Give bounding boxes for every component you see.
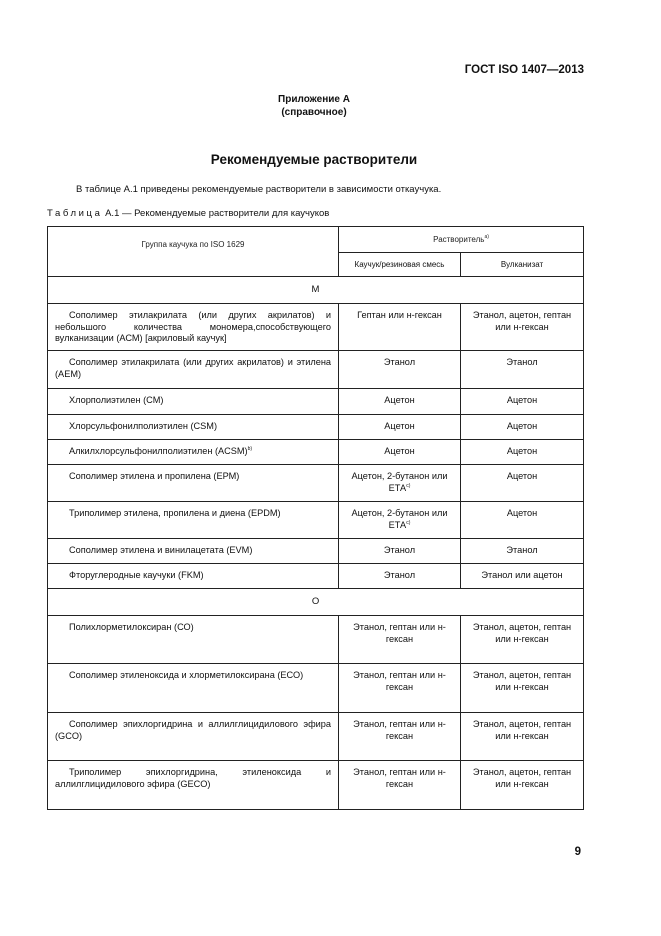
mix-solvent: Этанол, гептан или н-гексан <box>353 670 446 692</box>
mix-solvent-cell <box>339 389 461 415</box>
rubber-name <box>55 545 331 557</box>
rubber-name-cell <box>48 616 339 664</box>
table-caption-text: А.1 — Рекомендуемые растворители для каучуков <box>102 208 330 219</box>
rubber-name-cell <box>48 415 339 440</box>
rubber-name-cell <box>48 664 339 713</box>
standard-designation: ГОСТ ISO 1407—2013 <box>464 64 584 76</box>
rubber-name <box>55 446 331 458</box>
appendix-heading <box>0 93 628 119</box>
appendix-label: Приложение А <box>278 94 350 105</box>
mix-solvent-footnote: c) <box>406 519 411 526</box>
rubber-name-text: Полихлорметилоксиран (СО) <box>69 622 194 632</box>
mix-solvent: Этанол, гептан или н-гексан <box>353 767 446 789</box>
table-row <box>48 564 584 589</box>
mix-solvent-cell <box>339 465 461 502</box>
rubber-name-text: Сополимер этилена и винилацетата (EVM) <box>69 545 253 555</box>
table-row <box>48 351 584 389</box>
mix-solvent: Ацетон, 2-бутанон или ЕТА <box>351 508 448 530</box>
vulcanizate-solvent: Этанол, ацетон, гептан или н-гексан <box>472 719 572 741</box>
rubber-name-text: Триполимер эпихлоргидрина, этиленоксида и аллилглицидилового эфира (GECO) <box>55 767 331 789</box>
page-number: 9 <box>574 846 581 858</box>
table-row <box>48 304 584 351</box>
vulcanizate-solvent: Ацетон <box>506 471 538 481</box>
rubber-name-cell <box>48 761 339 810</box>
vulcanizate-solvent: Ацетон <box>506 395 538 405</box>
intro-paragraph: В таблице А.1 приведены рекомендуемые растворители в зависимости откаучука. <box>76 184 442 195</box>
group-label: О <box>48 589 584 616</box>
vulcanizate-solvent: Этанол <box>506 357 538 367</box>
vulcanizate-solvent-cell <box>461 502 584 539</box>
table-row <box>48 664 584 713</box>
rubber-name <box>55 670 331 682</box>
rubber-name-text: Алкилхлорсульфонилполиэтилен (ACSM) <box>69 446 248 456</box>
table-row <box>48 539 584 564</box>
vulcanizate-solvent-cell <box>461 564 584 589</box>
table-row <box>48 502 584 539</box>
mix-solvent: Этанол <box>383 570 416 580</box>
vulcanizate-solvent-cell <box>461 616 584 664</box>
appendix-note: (справочное) <box>281 107 347 118</box>
page-title: Рекомендуемые растворители <box>210 152 418 167</box>
vulcanizate-solvent-cell <box>461 465 584 502</box>
mix-solvent-cell <box>339 539 461 564</box>
mix-solvent-cell <box>339 664 461 713</box>
mix-solvent-cell <box>339 440 461 465</box>
vulcanizate-solvent-cell <box>461 351 584 389</box>
table-row <box>48 389 584 415</box>
rubber-name-text: Триполимер этилена, пропилена и диена (EPDM) <box>69 508 281 518</box>
header-solvent <box>339 227 584 253</box>
mix-solvent: Этанол, гептан или н-гексан <box>353 719 446 741</box>
vulcanizate-solvent: Этанол, ацетон, гептан или н-гексан <box>472 622 572 644</box>
rubber-name <box>55 471 331 483</box>
mix-solvent-cell <box>339 616 461 664</box>
vulcanizate-solvent-cell <box>461 440 584 465</box>
rubber-name <box>55 421 331 433</box>
vulcanizate-solvent-cell <box>461 664 584 713</box>
rubber-name <box>55 508 331 520</box>
rubber-name-text: Сополимер этилакрилата (или других акрилатов) и этилена (АЕМ) <box>55 357 331 379</box>
rubber-name-footnote: b) <box>247 446 253 452</box>
vulcanizate-solvent-cell <box>461 389 584 415</box>
vulcanizate-solvent: Ацетон <box>506 508 538 518</box>
rubber-name-text: Сополимер этилена и пропилена (ЕРМ) <box>69 471 240 481</box>
vulcanizate-solvent: Ацетон <box>506 446 538 456</box>
rubber-name-cell <box>48 713 339 761</box>
solvents-table-body <box>48 227 584 810</box>
mix-solvent: Ацетон <box>384 421 415 431</box>
vulcanizate-solvent: Этанол, ацетон, гептан или н-гексан <box>472 310 572 332</box>
mix-solvent-cell <box>339 502 461 539</box>
rubber-name-cell <box>48 304 339 351</box>
rubber-name-text: Хлорполиэтилен (СМ) <box>69 395 164 405</box>
vulcanizate-solvent: Этанол, ацетон, гептан или н-гексан <box>472 670 572 692</box>
rubber-name-text: Сополимер этиленоксида и хлорметилоксирана (ЕСО) <box>69 670 304 680</box>
table-row <box>48 761 584 810</box>
vulcanizate-solvent-cell <box>461 304 584 351</box>
table-row <box>48 415 584 440</box>
table-row <box>48 465 584 502</box>
vulcanizate-solvent: Этанол или ацетон <box>481 570 563 580</box>
mix-solvent: Этанол, гептан или н-гексан <box>353 622 446 644</box>
mix-solvent-cell <box>339 304 461 351</box>
header-rubber-group-label: Группа каучука по ISO 1629 <box>141 239 245 249</box>
rubber-name-text: Фторуглеродные каучуки (FKM) <box>69 570 204 580</box>
rubber-name-cell <box>48 465 339 502</box>
rubber-name <box>55 719 331 742</box>
vulcanizate-solvent: Этанол <box>506 545 538 555</box>
mix-solvent-footnote: c) <box>406 482 411 489</box>
rubber-name-cell <box>48 564 339 589</box>
rubber-name-text: Хлорсульфонилполиэтилен (CSM) <box>69 421 218 431</box>
rubber-name <box>55 357 331 380</box>
vulcanizate-solvent-cell <box>461 415 584 440</box>
rubber-name <box>55 570 331 582</box>
group-label: М <box>48 277 584 304</box>
mix-solvent: Ацетон, 2-бутанон или ЕТА <box>351 471 448 493</box>
group-row <box>48 589 584 616</box>
vulcanizate-solvent-cell <box>461 713 584 761</box>
vulcanizate-solvent-cell <box>461 761 584 810</box>
rubber-name-cell <box>48 539 339 564</box>
group-row <box>48 277 584 304</box>
rubber-name-cell <box>48 502 339 539</box>
mix-solvent-cell <box>339 564 461 589</box>
header-vulcanizate: Вулканизат <box>461 253 584 277</box>
vulcanizate-solvent-cell <box>461 539 584 564</box>
rubber-name-cell <box>48 351 339 389</box>
rubber-name-cell <box>48 440 339 465</box>
mix-solvent: Гептан или н-гексан <box>357 310 442 320</box>
rubber-name <box>55 310 331 345</box>
mix-solvent: Ацетон <box>384 395 415 405</box>
table-header-row <box>48 227 584 253</box>
header-solvent-footnote: a) <box>484 233 489 240</box>
rubber-name-cell <box>48 389 339 415</box>
mix-solvent-cell <box>339 761 461 810</box>
rubber-name-text: Сополимер этилакрилата (или других акрилатов) и небольшого количества мономера,способствующего вулканизации (АСМ) [акриловый каучук] <box>55 310 331 343</box>
table-caption <box>47 208 329 219</box>
solvents-table <box>47 226 584 810</box>
header-rubber-group <box>48 227 339 277</box>
vulcanizate-solvent: Этанол, ацетон, гептан или н-гексан <box>472 767 572 789</box>
table-caption-prefix: Таблица <box>47 208 103 219</box>
mix-solvent-cell <box>339 351 461 389</box>
rubber-name <box>55 622 331 634</box>
header-mix: Каучук/резиновая смесь <box>339 253 461 277</box>
mix-solvent: Этанол <box>383 545 416 555</box>
vulcanizate-solvent: Ацетон <box>506 421 538 431</box>
rubber-name <box>55 395 331 407</box>
mix-solvent-cell <box>339 415 461 440</box>
table-row <box>48 616 584 664</box>
header-solvent-label: Растворитель <box>433 234 485 244</box>
mix-solvent: Этанол <box>383 357 416 367</box>
table-row <box>48 440 584 465</box>
rubber-name-text: Сополимер эпихлоргидрина и аллилглицидилового эфира (GCO) <box>55 719 331 741</box>
table-row <box>48 713 584 761</box>
mix-solvent-cell <box>339 713 461 761</box>
rubber-name <box>55 767 331 790</box>
mix-solvent: Ацетон <box>384 446 415 456</box>
